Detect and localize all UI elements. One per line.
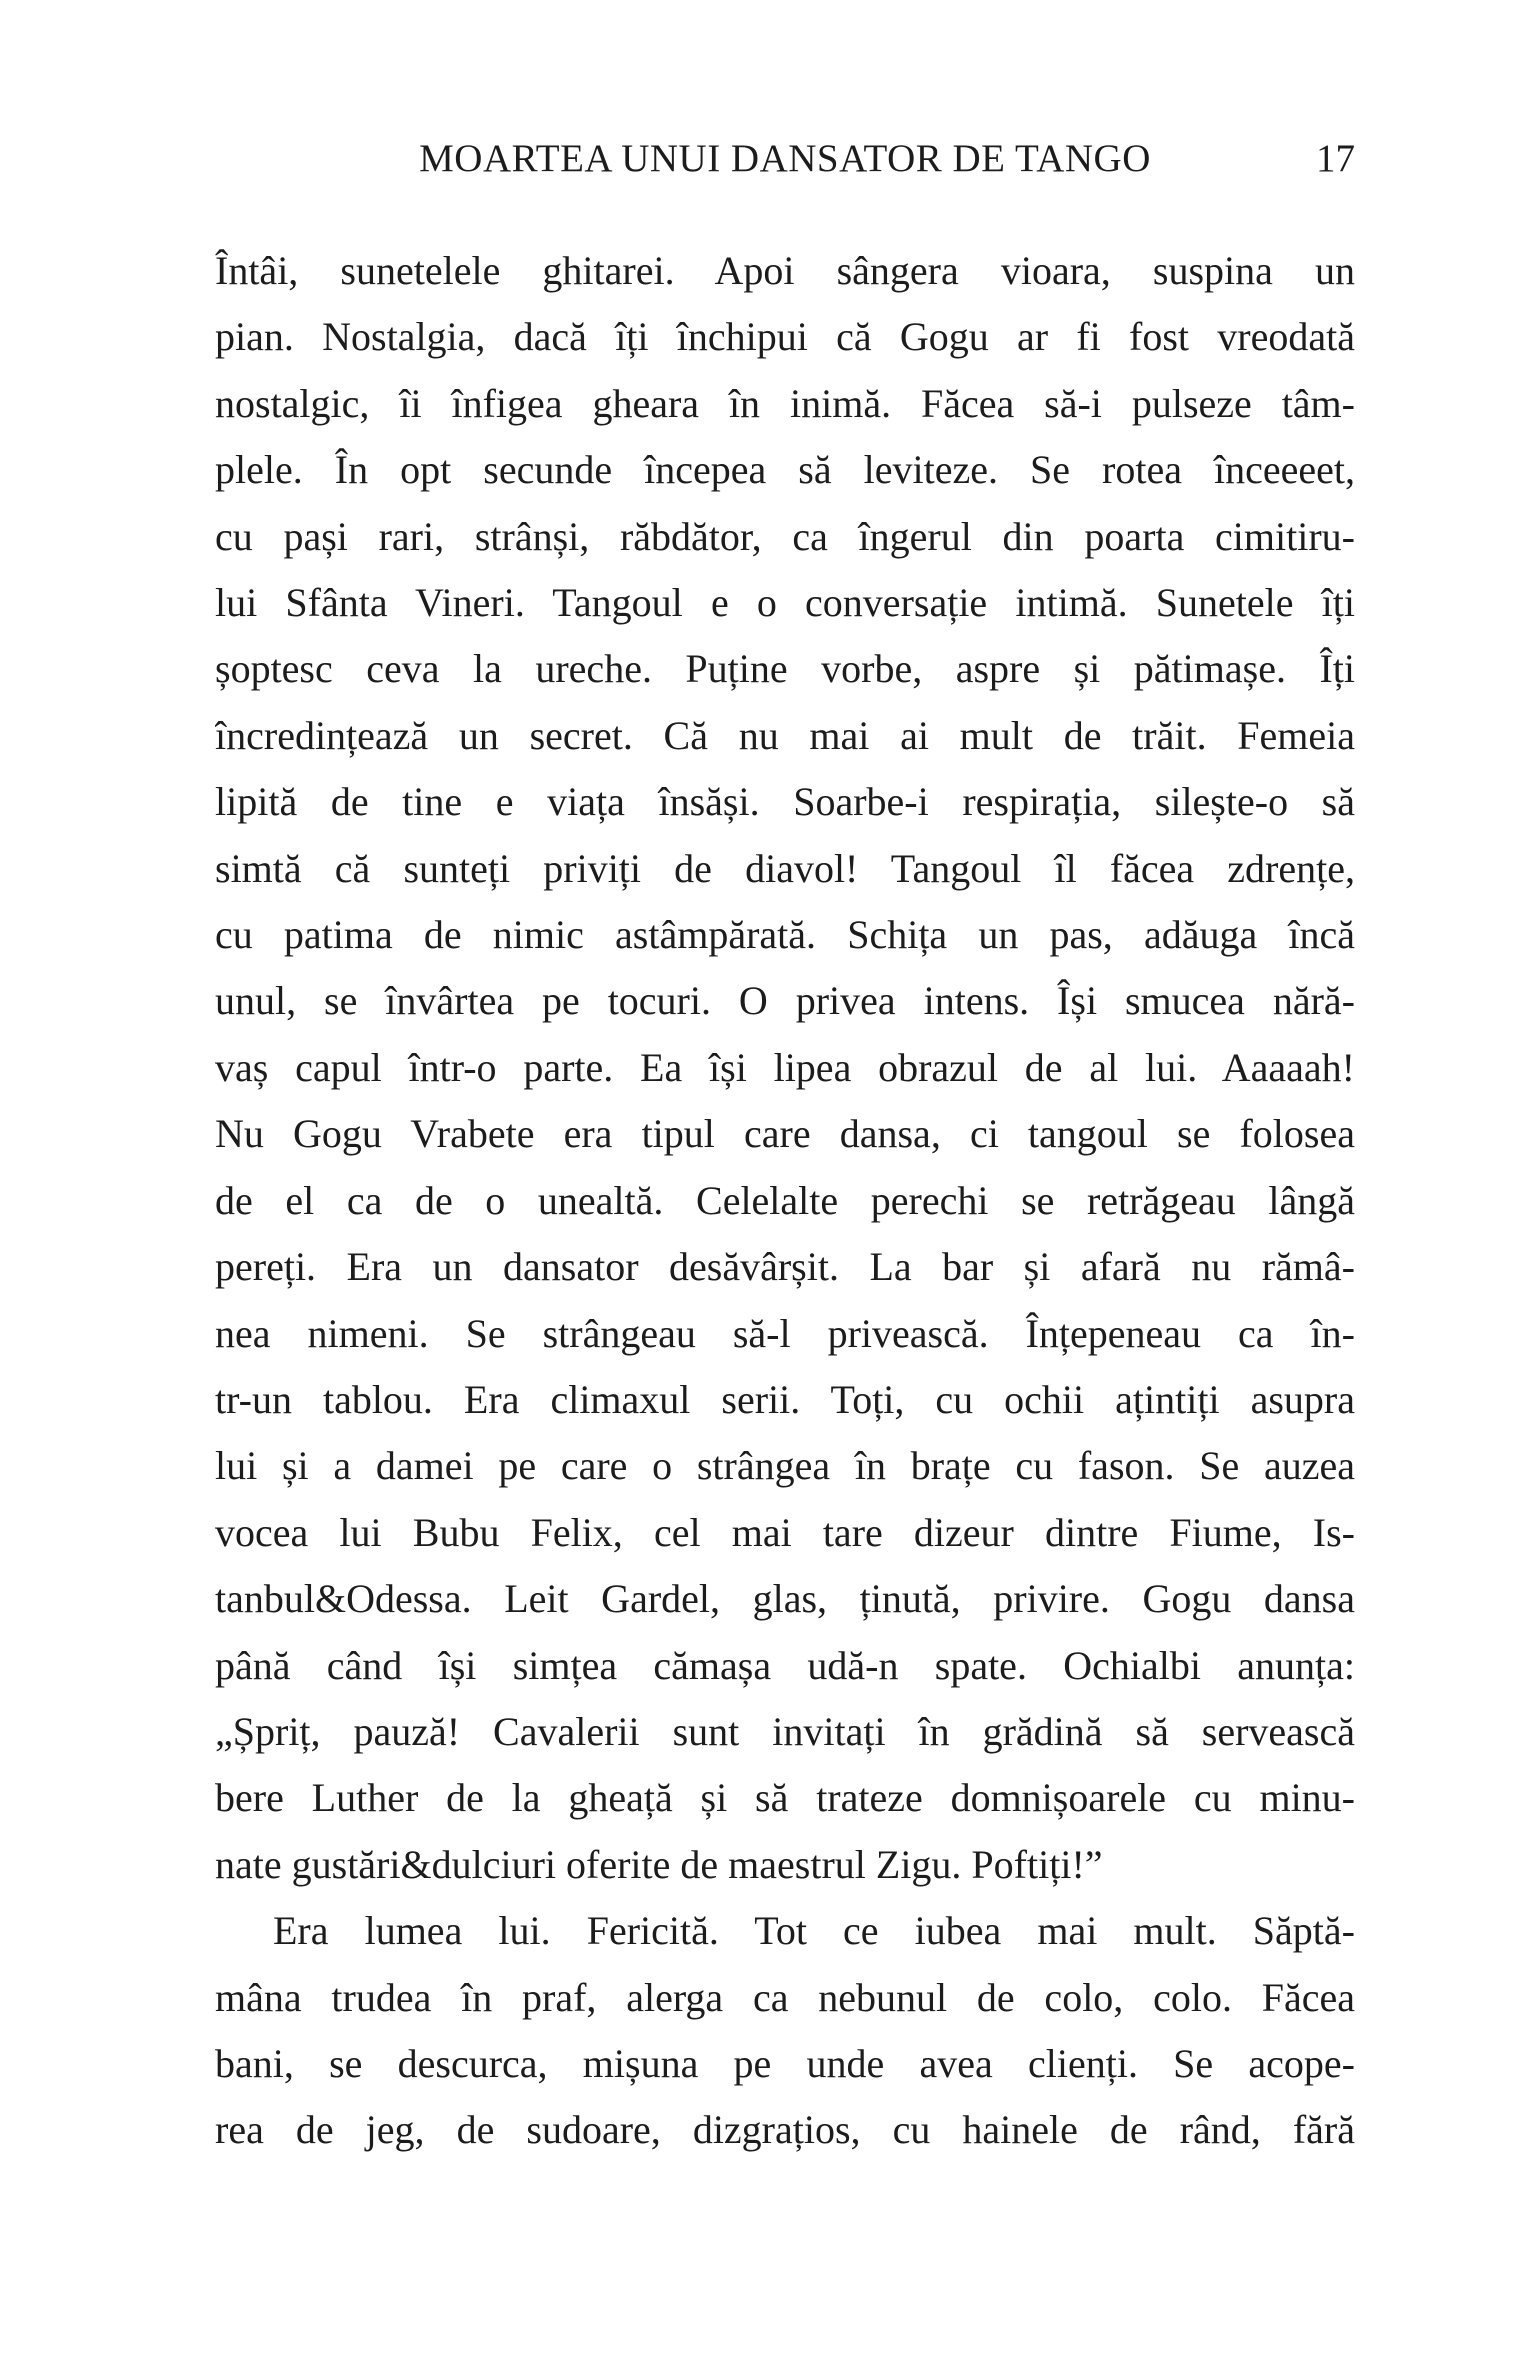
text-line: nostalgic, îi înfigea gheara în inimă. Făcea să-i pulseze tâm- (215, 380, 1355, 426)
text-line: lui și a damei pe care o strângea în brațe cu fason. Se auzea (215, 1443, 1355, 1489)
text-line: bere Luther de la gheață și să trateze domnișoarele cu minu- (215, 1775, 1355, 1821)
text-line: Era lumea lui. Fericită. Tot ce iubea mai mult. Săptă- (273, 1908, 1355, 1954)
text-line: de el ca de o unealtă. Celelalte perechi se retrăgeau lângă (215, 1177, 1355, 1223)
text-line: „Șpriț, pauză! Cavalerii sunt invitați în grădină să servească (215, 1708, 1355, 1754)
text-line: unul, se învârtea pe tocuri. O privea intens. Își smucea nără- (215, 978, 1355, 1024)
running-title: MOARTEA UNUI DANSATOR DE TANGO (419, 137, 1151, 180)
text-line: vocea lui Bubu Felix, cel mai tare dizeur dintre Fiume, Is- (215, 1509, 1355, 1555)
paragraph (215, 1898, 1355, 2164)
text-line: cu pași rari, strânși, răbdător, ca îngerul din poarta cimitiru- (215, 513, 1355, 559)
text-line: lipită de tine e viața însăși. Soarbe-i respirația, silește-o să (215, 779, 1355, 825)
text-line: pereți. Era un dansator desăvârșit. La bar și afară nu rămâ- (215, 1244, 1355, 1290)
text-line: Nu Gogu Vrabete era tipul care dansa, ci tangoul se folosea (215, 1111, 1355, 1157)
text-line: cu patima de nimic astâmpărată. Schița un pas, adăuga încă (215, 912, 1355, 958)
body-text (215, 238, 1355, 2164)
text-line: tr-un tablou. Era climaxul serii. Toți, cu ochii ațintiți asupra (215, 1376, 1355, 1422)
text-line: Întâi, sunetelele ghitarei. Apoi sângera vioara, suspina un (215, 248, 1355, 293)
text-line: simtă că sunteți priviți de diavol! Tangoul îl făcea zdrențe, (215, 845, 1355, 891)
text-line: pian. Nostalgia, dacă îți închipui că Gogu ar fi fost vreodată (215, 314, 1355, 360)
text-line: rea de jeg, de sudoare, dizgrațios, cu hainele de rând, fără (215, 2107, 1355, 2153)
text-line: șoptesc ceva la ureche. Puține vorbe, aspre și pătimașe. Îți (215, 646, 1355, 692)
text-line: bani, se descurca, mișuna pe unde avea clienți. Se acope- (215, 2040, 1355, 2086)
text-line: nea nimeni. Se strângeau să-l privească. Înțepeneau ca în- (215, 1310, 1355, 1356)
page-number: 17 (1316, 137, 1355, 180)
text-line: nate gustări&dulciuri oferite de maestrul Zigu. Poftiți!” (215, 1841, 1103, 1887)
text-line: vaș capul într-o parte. Ea își lipea obrazul de al lui. Aaaaah! (215, 1044, 1355, 1090)
text-line: până când își simțea cămașa udă-n spate. Ochialbi anunța: (215, 1642, 1355, 1688)
text-line: mâna trudea în praf, alerga ca nebunul de colo, colo. Făcea (215, 1974, 1355, 2020)
paragraph (215, 238, 1355, 1898)
text-line: încredințează un secret. Că nu mai ai mult de trăit. Femeia (215, 712, 1355, 758)
text-line: tanbul&Odessa. Leit Gardel, glas, ținută, privire. Gogu dansa (215, 1576, 1355, 1622)
text-line: plele. În opt secunde începea să leviteze. Se rotea înceeeet, (215, 447, 1355, 493)
text-line: lui Sfânta Vineri. Tangoul e o conversație intimă. Sunetele îți (215, 580, 1355, 626)
running-header (215, 133, 1355, 185)
